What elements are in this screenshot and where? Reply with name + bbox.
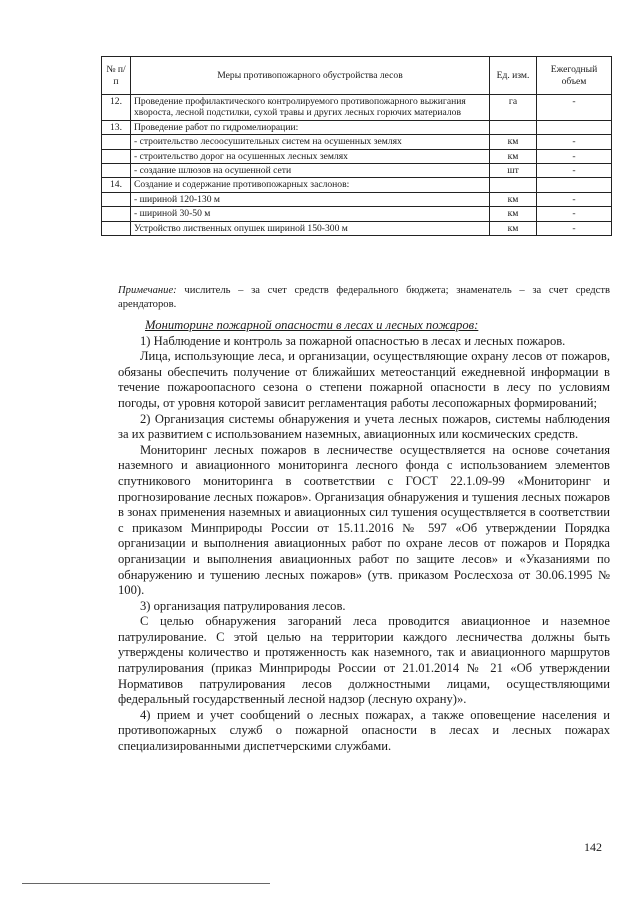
row-measure: Создание и содержание противопожарных заслонов: [131,178,490,192]
table-row [102,95,612,121]
row-num [102,135,131,149]
row-volume: - [537,149,612,163]
table-row [102,178,612,192]
table-row [102,120,612,134]
paragraph: 2) Организация системы обнаружения и учета лесных пожаров, системы наблюдения за их развитием с использованием наземных, авиационных или космических средств. [118,411,610,442]
row-unit: шт [490,164,537,178]
row-num: 13. [102,120,131,134]
row-measure: - строительство лесоосушительных систем на осушенных землях [131,135,490,149]
row-volume: - [537,95,612,121]
header-unit: Ед. изм. [490,57,537,95]
footer-divider [22,883,270,884]
table-note [118,284,610,311]
row-measure: - шириной 120-130 м [131,192,490,206]
table-row [102,164,612,178]
table-row [102,221,612,235]
row-unit: км [490,149,537,163]
row-measure: - строительство дорог на осушенных лесных землях [131,149,490,163]
paragraph: 3) организация патрулирования лесов. [140,598,346,613]
row-volume: - [537,207,612,221]
body-text [118,318,610,755]
table-row [102,192,612,206]
table-row [102,149,612,163]
note-lead: Примечание: [118,285,177,296]
paragraph: 4) прием и учет сообщений о лесных пожарах, а также оповещение населения и противопожарных служб о пожарной опасности в лесах и лесных пожарах специализированными диспетчерскими службами. [118,707,610,754]
paragraph: 1) Наблюдение и контроль за пожарной опасностью в лесах и лесных пожаров. [140,333,566,348]
section-title: Мониторинг пожарной опасности в лесах и лесных пожаров: [145,318,479,332]
paragraph: С целью обнаружения загораний леса проводится авиационное и наземное патрулирование. С этой целью на территории каждого лесничества должны быть утверждены количество и протяженность как наземного, так и авиационного маршрутов патрулирования (приказ Минприроды России от 21.01.2014 № 21 «Об утверждении Нормативов патрулирования лесов должностными лицами, осуществляющими федеральный государственный лесной надзор (лесную охрану)». [118,614,610,707]
row-unit [490,178,537,192]
row-unit: км [490,192,537,206]
table-row [102,207,612,221]
row-unit [490,120,537,134]
paragraph: Лица, использующие леса, и организации, осуществляющие охрану лесов от пожаров, обязаны обеспечить получение от ближайших метеостанций ежедневной информации в течение пожароопасного сезона о степени пожарной опасности в лесу по условиям погоды, от уровня которой зависит регламентация работы лесопожарных формирований; [118,349,610,410]
row-num: 14. [102,178,131,192]
row-measure: Проведение работ по гидромелиорации: [131,120,490,134]
row-volume: - [537,135,612,149]
row-measure: Проведение профилактического контролируемого противопожарного выжигания хвороста, лесной подстилки, сухой травы и других лесных горючих материалов [131,95,490,121]
fire-measures-table [101,56,612,236]
row-volume: - [537,192,612,206]
header-measures: Меры противопожарного обустройства лесов [131,57,490,95]
table-header-row [102,57,612,95]
row-volume [537,178,612,192]
row-volume: - [537,221,612,235]
row-volume [537,120,612,134]
paragraph: Мониторинг лесных пожаров в лесничестве осуществляется на основе сочетания наземного и авиационного мониторинга лесного фонда с использованием элементов спутникового мониторинга в соответствии с ГОСТ 22.1.09-99 «Мониторинг и прогнозирование лесных пожаров». Организация обнаружения и тушения лесных пожаров в зонах применения наземных и авиационных сил тушения осуществляется в соответствии с приказом Минприроды России от 15.11.2016 № 597 «Об утверждении Порядка организации и выполнения авиационных работ по охране лесов от пожаров и Порядка организации и выполнения авиационных работ по защите лесов» и «Указаниями по обнаружению и тушению лесных пожаров» (утв. приказом Рослесхоза от 30.06.1995 № 100). [118,442,610,598]
row-num [102,221,131,235]
header-volume: Ежегодный объем [537,57,612,95]
row-measure: - шириной 30-50 м [131,207,490,221]
page-number: 142 [584,840,602,854]
row-num [102,207,131,221]
row-unit: км [490,207,537,221]
row-measure: - создание шлюзов на осушенной сети [131,164,490,178]
row-volume: - [537,164,612,178]
row-unit: км [490,135,537,149]
row-num: 12. [102,95,131,121]
row-num [102,164,131,178]
row-num [102,192,131,206]
header-num: № п/п [102,57,131,95]
table-row [102,135,612,149]
note-text: числитель – за счет средств федерального бюджета; знаменатель – за счет средств арендаторов. [118,285,610,310]
row-measure: Устройство лиственных опушек шириной 150-300 м [131,221,490,235]
row-unit: км [490,221,537,235]
row-num [102,149,131,163]
row-unit: га [490,95,537,121]
